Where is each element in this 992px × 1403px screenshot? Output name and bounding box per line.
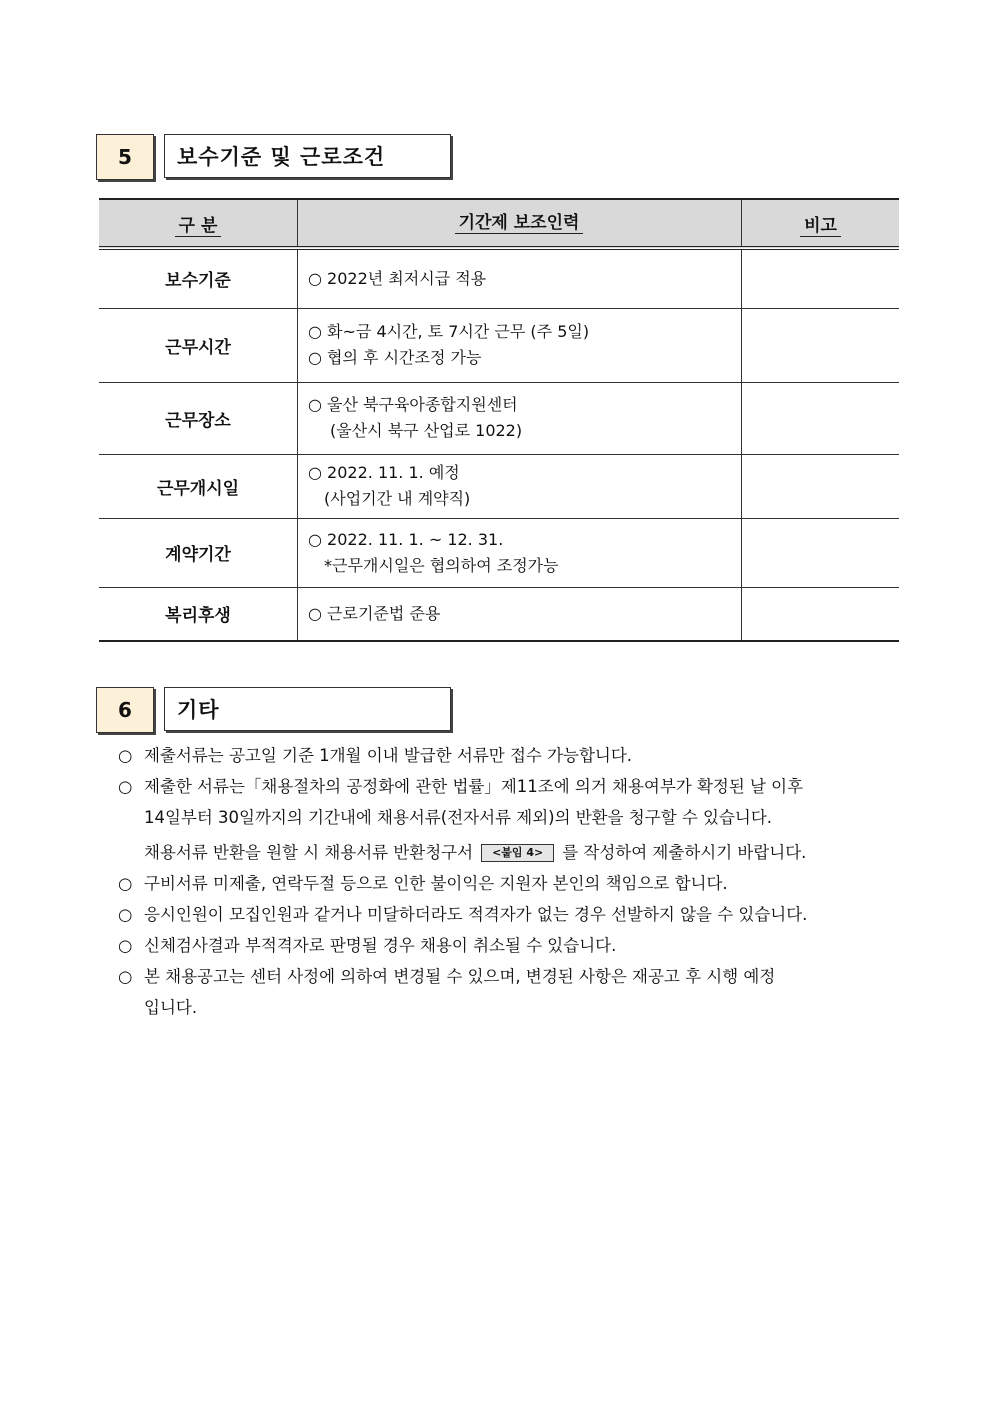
bullet-icon: ○ [118, 905, 133, 924]
note-text: 구비서류 미제출, 연락두절 등으로 인한 불이익은 지원자 본인의 책임으로 합니다. [144, 874, 728, 893]
note-text: 제출서류는 공고일 기준 1개월 이내 발급한 서류만 접수 가능합니다. [144, 746, 633, 765]
note-continuation: 입니다. [144, 998, 198, 1017]
row-content: ○ 화~금 4시간, 토 7시간 근무 (주 5일) ○ 협의 후 시간조정 가능 [298, 308, 742, 382]
list-item [118, 771, 908, 802]
table-row [99, 587, 899, 641]
section5-number: 5 [96, 134, 154, 180]
row-content: ○ 2022. 11. 1. 예정 (사업기간 내 계약직) [298, 454, 742, 518]
row-label: 보수기준 [99, 248, 298, 308]
row-note [742, 308, 900, 382]
row-label: 근무개시일 [99, 454, 298, 518]
header-position: 기간제 보조인력 [298, 199, 742, 248]
row-content: ○ 2022년 최저시급 적용 [298, 248, 742, 308]
conditions-table [99, 198, 899, 642]
list-item [118, 899, 908, 930]
row-content: ○ 2022. 11. 1. ~ 12. 31. *근무개시일은 협의하여 조정가능 [298, 518, 742, 587]
section5-title: 보수기준 및 근로조건 [164, 134, 451, 178]
list-item [118, 961, 908, 992]
section6-title: 기타 [164, 687, 451, 731]
note-text: 응시인원이 모집인원과 같거나 미달하더라도 적격자가 없는 경우 선발하지 않을 수 있습니다. [144, 905, 808, 924]
table-header-row [99, 199, 899, 248]
row-note [742, 248, 900, 308]
section6-number: 6 [96, 687, 154, 733]
bullet-icon: ○ [118, 967, 133, 986]
table-row [99, 518, 899, 587]
header-remarks: 비고 [742, 199, 900, 248]
row-label: 계약기간 [99, 518, 298, 587]
row-label: 근무장소 [99, 382, 298, 454]
table-row [99, 382, 899, 454]
bullet-icon: ○ [118, 746, 133, 765]
bullet-icon: ○ [118, 777, 133, 796]
header-category: 구 분 [99, 199, 298, 248]
note-continuation: 채용서류 반환을 원할 시 채용서류 반환청구서 <붙임 4> 를 작성하여 제출하시기 바랍니다. [144, 843, 807, 862]
row-content: ○ 근로기준법 준용 [298, 587, 742, 641]
row-label: 근무시간 [99, 308, 298, 382]
attachment-badge: <붙임 4> [481, 844, 554, 862]
row-content: ○ 울산 북구육아종합지원센터 (울산시 북구 산업로 1022) [298, 382, 742, 454]
note-continuation: 14일부터 30일까지의 기간내에 채용서류(전자서류 제외)의 반환을 청구할 수 있습니다. [144, 808, 773, 827]
bullet-icon: ○ [118, 936, 133, 955]
table-row [99, 308, 899, 382]
list-item [118, 930, 908, 961]
table-row [99, 454, 899, 518]
row-label: 복리후생 [99, 587, 298, 641]
row-note [742, 382, 900, 454]
note-text: 신체검사결과 부적격자로 판명될 경우 채용이 취소될 수 있습니다. [144, 936, 617, 955]
row-note [742, 518, 900, 587]
row-note [742, 587, 900, 641]
notes-list [118, 740, 908, 1023]
list-item [118, 868, 908, 899]
note-text: 제출한 서류는「채용절차의 공정화에 관한 법률」제11조에 의거 채용여부가 확정된 날 이후 [144, 777, 804, 796]
table-row [99, 248, 899, 308]
list-item [118, 740, 908, 771]
bullet-icon: ○ [118, 874, 133, 893]
row-note [742, 454, 900, 518]
note-text: 본 채용공고는 센터 사정에 의하여 변경될 수 있으며, 변경된 사항은 재공고 후 시행 예정 [144, 967, 776, 986]
